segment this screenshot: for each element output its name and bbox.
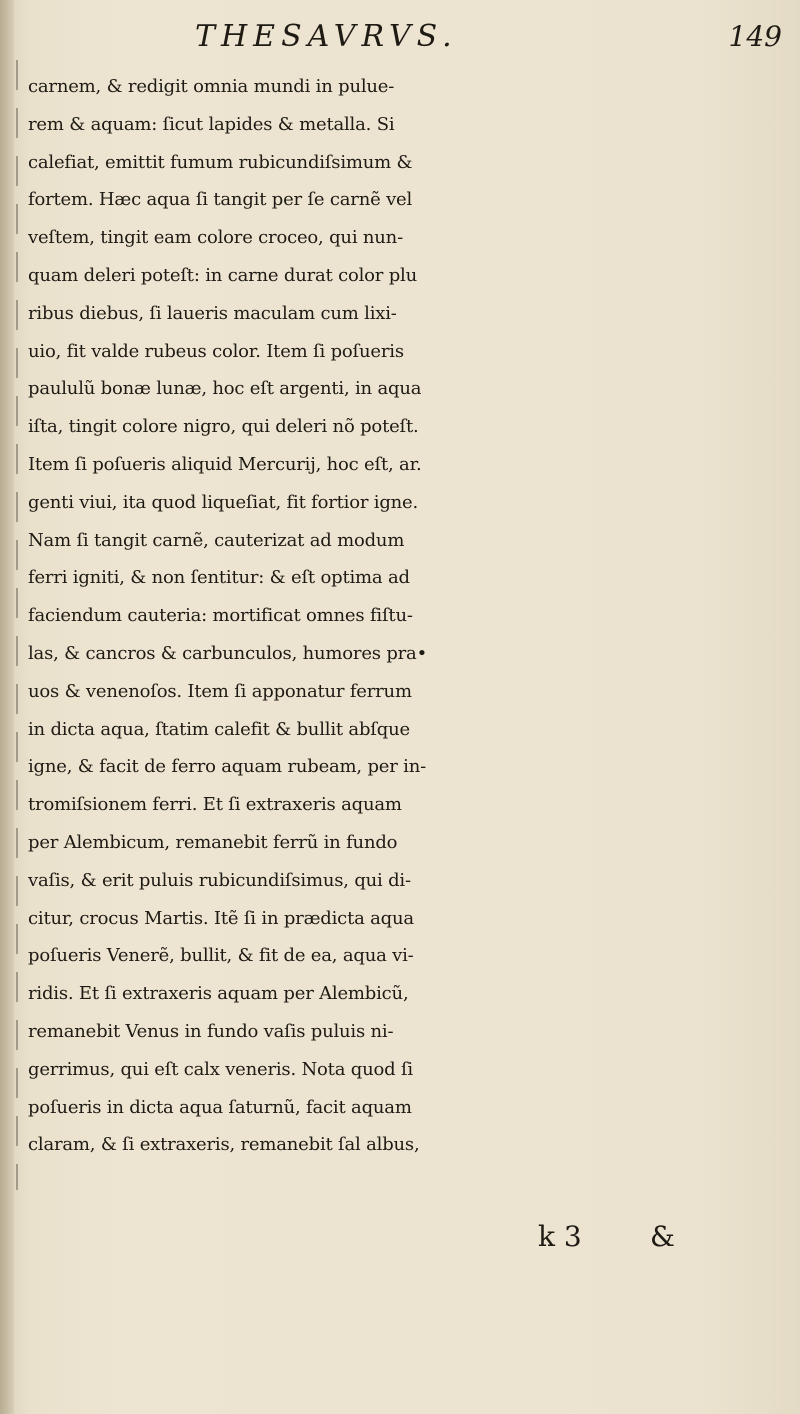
text-line: in dicta aqua, ſtatim calefit & bullit abſque (28, 718, 410, 740)
text-line: veſtem, tingit eam colore croceo, qui nun- (28, 227, 403, 249)
text-line: iſta, tingit colore nigro, qui deleri nõ poteſt. (28, 416, 419, 438)
text-line: ridis. Et ſi extraxeris aquam per Alembicũ, (28, 983, 409, 1005)
page-number: 149 (728, 20, 782, 53)
text-line: remanebit Venus in fundo vaſis puluis ni- (28, 1020, 394, 1042)
text-line: las, & cancros & carbunculos, humores pra• (28, 642, 427, 664)
text-line: poſueris Venerẽ, bullit, & fit de ea, aqua vi- (28, 945, 414, 967)
text-line: uos & venenoſos. Item ſi apponatur ferrum (28, 680, 412, 702)
page-gutter (0, 0, 14, 1414)
text-line: uio, fit valde rubeus color. Item ſi poſueris (28, 340, 404, 362)
text-line: rem & aquam: ſicut lapides & metalla. Si (28, 113, 395, 135)
text-line: poſueris in dicta aqua ſaturnũ, facit aquam (28, 1096, 412, 1118)
text-line: vaſis, & erit puluis rubicundiſsimus, qui di- (28, 869, 411, 891)
catchword: & (650, 1220, 675, 1253)
page-footer (0, 1215, 800, 1259)
running-head: THESAVRVS. (195, 19, 458, 54)
text-line: paululũ bonæ lunæ, hoc eſt argenti, in aqua (28, 378, 422, 400)
gutter-shadow (16, 60, 18, 1190)
text-line: claram, & ſi extraxeris, remanebit ſal albus, (28, 1134, 420, 1156)
text-line: faciendum cauteria: mortificat omnes fiſtu- (28, 605, 413, 627)
text-line: Nam ſi tangit carnẽ, cauterizat ad modum (28, 529, 405, 551)
text-line: ribus diebus, ſi laueris maculam cum lixi- (28, 302, 397, 324)
text-line: genti viui, ita quod liqueſiat, fit fortior igne. (28, 491, 419, 513)
text-line: tromiſsionem ferri. Et ſi extraxeris aquam (28, 794, 402, 816)
text-line: Item ſi poſueris aliquid Mercurij, hoc eſt, ar. (28, 453, 422, 475)
text-line: citur, crocus Martis. Itẽ ſi in prædicta aqua (28, 907, 414, 929)
text-line: fortem. Hæc aqua ſi tangit per ſe carnẽ vel (28, 189, 413, 211)
text-line: carnem, & redigit omnia mundi in pulue- (28, 76, 395, 97)
text-line: igne, & facit de ferro aquam rubeam, per in- (28, 756, 426, 778)
text-line: gerrimus, qui eſt calx veneris. Nota quod ſi (28, 1058, 413, 1080)
text-line: ferri igniti, & non ſentitur: & eſt optima ad (28, 567, 410, 589)
text-line: per Alembicum, remanebit ferrũ in fundo (28, 831, 398, 853)
signature-mark: k 3 (538, 1220, 582, 1253)
text-line: calefiat, emittit fumum rubicundiſsimum & (28, 151, 413, 173)
body-text (28, 68, 788, 1164)
text-line: quam deleri poteſt: in carne durat color plu (28, 264, 418, 286)
